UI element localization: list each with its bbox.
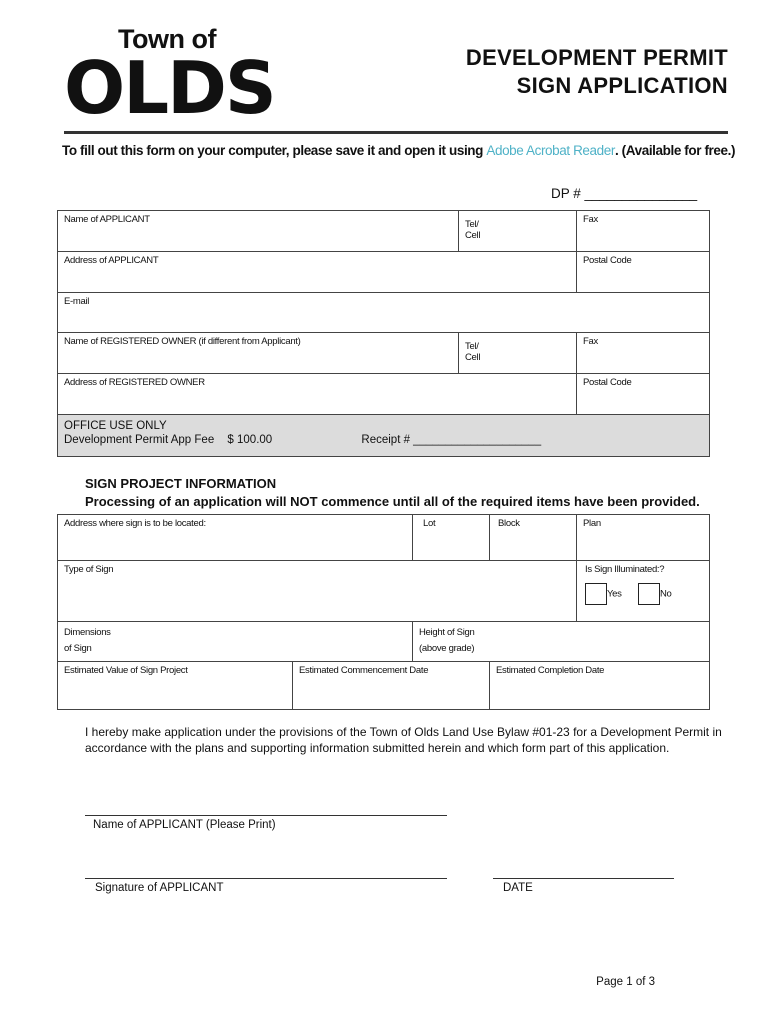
acrobat-link[interactable]: Adobe Acrobat Reader [486,143,615,158]
sign-address-label: Address where sign is to be located: [64,518,206,529]
est-commence-field[interactable] [293,662,490,710]
logo-olds-text: OLDS [64,46,275,130]
est-value-label: Estimated Value of Sign Project [64,665,188,676]
tel-applicant-field[interactable] [459,211,577,252]
date-line[interactable] [493,878,674,879]
lot-field[interactable] [413,515,490,561]
fee-label: Development Permit App Fee [64,434,215,446]
yes-label: Yes [607,588,622,600]
yes-checkbox[interactable] [585,583,607,605]
address-applicant-field[interactable] [58,252,577,293]
name-applicant-label: Name of APPLICANT [64,214,150,225]
name-owner-label: Name of REGISTERED OWNER (if different from Applicant) [64,336,301,347]
cell-label: Cell [465,230,481,241]
block-label: Block [498,518,520,529]
title-line-2: SIGN APPLICATION [516,73,728,98]
instructions [62,143,735,158]
illuminated-field [577,561,710,622]
postal-applicant-field[interactable] [577,252,710,293]
section-title: SIGN PROJECT INFORMATION [85,476,277,491]
page-title [466,44,728,100]
est-commence-label: Estimated Commencement Date [299,665,429,676]
name-print-line[interactable] [85,815,447,816]
fax-applicant-field[interactable] [577,211,710,252]
tel-owner-field[interactable] [459,333,577,374]
address-owner-field[interactable] [58,374,577,415]
applicant-table [57,210,710,457]
no-checkbox[interactable] [638,583,660,605]
postal-code-label: Postal Code [583,255,632,266]
title-line-1: DEVELOPMENT PERMIT [465,45,728,70]
height-label-2: (above grade) [419,643,475,654]
declaration-text: I hereby make application under the provisions of the Town of Olds Land Use Bylaw #01-23 for a Development Permit in accordance with the plans and supporting information submitted herein and which form part of this application. [85,725,722,755]
sign-address-field[interactable] [58,515,413,561]
fax-label: Fax [583,214,598,225]
postal-owner-field[interactable] [577,374,710,415]
sign-project-table [57,514,710,710]
section-subtitle: Processing of an application will NOT commence until all of the required items have been provided. [85,494,700,509]
no-label: No [659,588,672,600]
postal-code-label: Postal Code [583,377,632,388]
office-use-section [58,415,710,457]
illuminated-label: Is Sign Illuminated:? [585,564,665,575]
address-owner-label: Address of REGISTERED OWNER [64,377,205,388]
fee-value: $ 100.00 [227,434,273,446]
height-field[interactable] [413,622,710,662]
dimensions-field[interactable] [58,622,413,662]
signature-label: Signature of APPLICANT [95,882,224,894]
est-complete-label: Estimated Completion Date [496,665,605,676]
est-value-field[interactable] [58,662,293,710]
name-applicant-field[interactable] [58,211,459,252]
address-applicant-label: Address of APPLICANT [64,255,159,266]
tel-label: Tel/ [465,341,479,352]
date-label: DATE [503,882,533,894]
lot-label: Lot [423,518,436,529]
cell-label: Cell [465,352,481,363]
header-divider [64,131,728,134]
instructions-text-end: . (Available for free.) [614,143,736,158]
block-field[interactable] [490,515,577,561]
dimensions-label-2: of Sign [64,643,92,654]
est-complete-field[interactable] [490,662,710,710]
logo-town-text: Town of [118,24,216,54]
dp-number-field[interactable]: DP # _______________ [551,186,698,201]
signature-line[interactable] [85,878,447,879]
page-number: Page 1 of 3 [596,976,655,988]
plan-label: Plan [583,518,601,529]
fax-owner-field[interactable] [577,333,710,374]
email-label: E-mail [64,296,90,307]
name-owner-field[interactable] [58,333,459,374]
instructions-text: To fill out this form on your computer, please save it and open it using [62,143,487,158]
height-label: Height of Sign [419,627,475,638]
office-use-heading: OFFICE USE ONLY [64,420,167,432]
email-field[interactable] [58,293,710,333]
type-of-sign-label: Type of Sign [64,564,114,575]
fax-label: Fax [583,336,598,347]
plan-field[interactable] [577,515,710,561]
tel-label: Tel/ [465,219,479,230]
receipt-field[interactable]: Receipt # ____________________ [361,434,542,446]
dimensions-label: Dimensions [64,627,111,638]
type-of-sign-field[interactable] [58,561,577,622]
name-print-label: Name of APPLICANT (Please Print) [93,819,276,831]
